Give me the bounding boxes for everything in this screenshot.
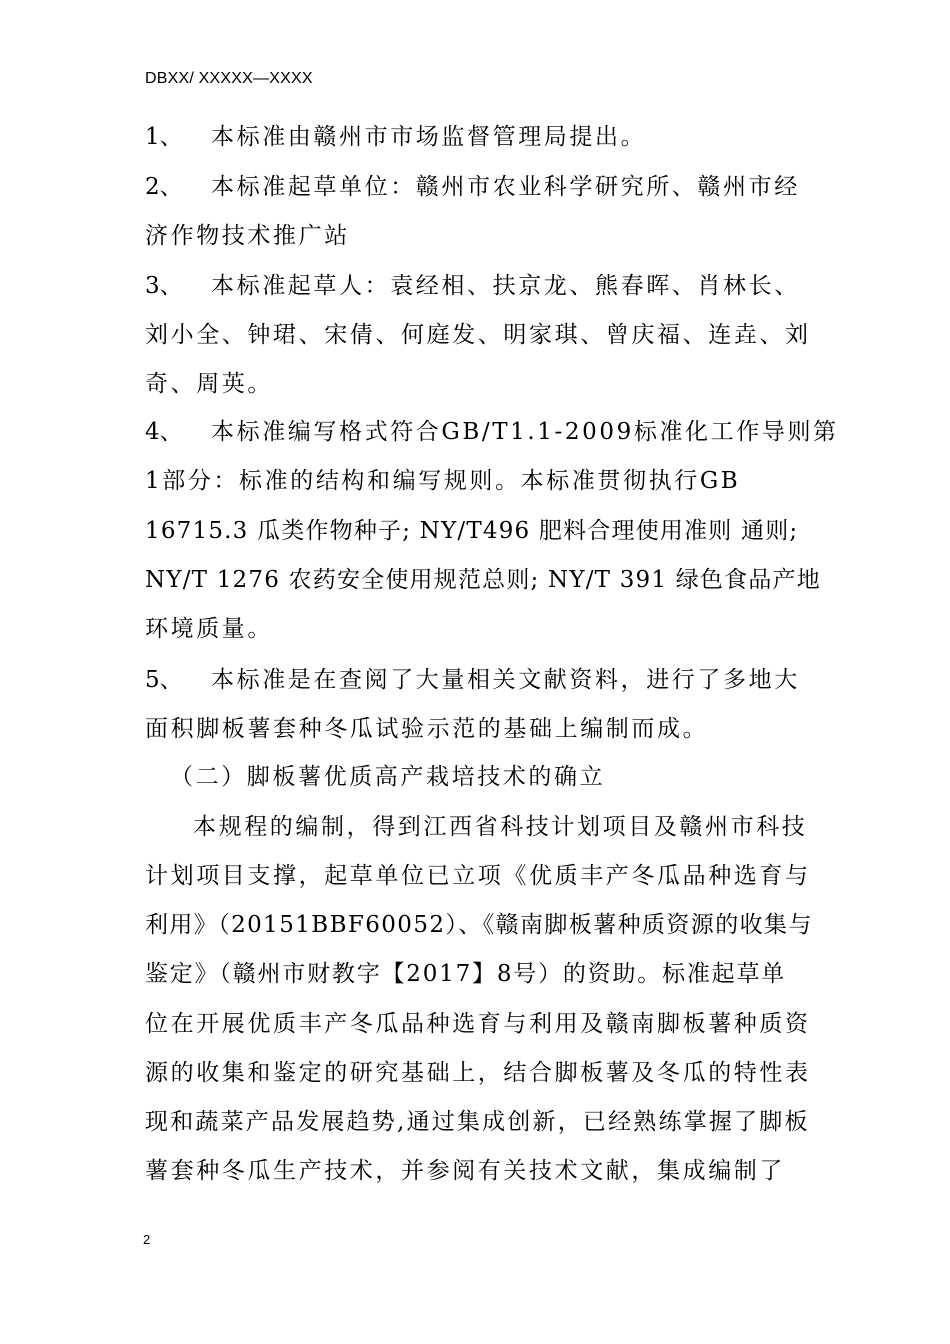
item-number: 3、 (145, 273, 183, 299)
item-number: 2、 (145, 174, 183, 200)
list-item-2 (145, 172, 800, 202)
paragraph-line: 源的收集和鉴定的研究基础上，结合脚板薯及冬瓜的特性表 (145, 1060, 811, 1086)
list-item-4-continuation: 16715.3 瓜类作物种子; NY/T496 肥料合理使用准则 通则; (145, 518, 799, 544)
document-code-header: DBXX/ XXXXX—XXXX (145, 70, 313, 87)
item-text: 本标准起草单位：赣州市农业科学研究所、赣州市经 (211, 174, 800, 200)
list-item-5 (145, 665, 800, 695)
list-item-3-continuation: 刘小全、钟珺、宋倩、何庭发、明家琪、曾庆福、连垚、刘 (145, 322, 811, 348)
list-item-3-continuation: 奇、周英。 (145, 371, 273, 397)
item-text: 本标准是在查阅了大量相关文献资料，进行了多地大 (211, 667, 800, 693)
list-item-4-continuation: 1部分：标准的结构和编写规则。本标准贯彻执行GB (145, 468, 741, 494)
list-item-4-continuation: NY/T 1276 农药安全使用规范总则; NY/T 391 绿色食品产地 (145, 567, 821, 593)
list-item-4 (145, 417, 839, 447)
item-number: 4、 (145, 419, 183, 445)
paragraph-line: 利用》（20151BBF60052）、《赣南脚板薯种质资源的收集与 (145, 912, 813, 938)
paragraph-line: 现和蔬菜产品发展趋势,通过集成创新，已经熟练掌握了脚板 (145, 1109, 810, 1135)
item-text: 本标准起草人：袁经相、扶京龙、熊春晖、肖林长、 (211, 273, 800, 299)
paragraph-line: 位在开展优质丰产冬瓜品种选育与利用及赣南脚板薯种质资 (145, 1011, 811, 1037)
paragraph-line: 本规程的编制，得到江西省科技计划项目及赣州市科技 (193, 814, 808, 840)
paragraph-line: 鉴定》（赣州市财教字【2017】8号）的资助。标准起草单 (145, 961, 787, 987)
item-text: 本标准编写格式符合GB/T1.1-2009标准化工作导则第 (211, 419, 839, 445)
list-item-2-continuation: 济作物技术推广站 (145, 223, 350, 249)
paragraph-line: 计划项目支撑，起草单位已立项《优质丰产冬瓜品种选育与 (145, 863, 811, 889)
item-text: 本标准由赣州市市场监督管理局提出。 (211, 124, 647, 150)
list-item-1 (145, 122, 646, 152)
section-heading: （二）脚板薯优质高产栽培技术的确立 (170, 764, 606, 790)
list-item-4-continuation: 环境质量。 (145, 616, 273, 642)
paragraph-line: 薯套种冬瓜生产技术，并参阅有关技术文献，集成编制了 (145, 1158, 785, 1184)
list-item-5-continuation: 面积脚板薯套种冬瓜试验示范的基础上编制而成。 (145, 716, 709, 742)
page-number: 2 (143, 1232, 151, 1247)
list-item-3 (145, 271, 800, 301)
item-number: 5、 (145, 667, 183, 693)
item-number: 1、 (145, 124, 183, 150)
